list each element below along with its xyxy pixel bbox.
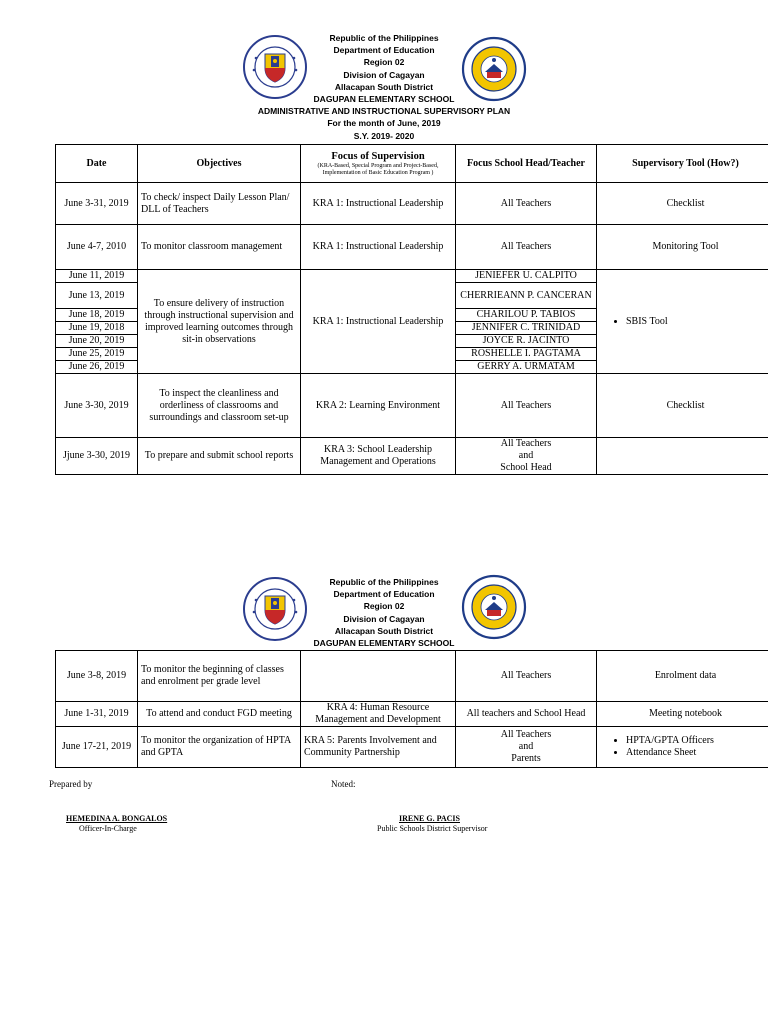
date-cell: June 26, 2019 (56, 361, 138, 374)
objective-cell: To monitor the organization of HPTA and GPTA (138, 727, 301, 768)
table-row (56, 727, 768, 768)
noted-label: Noted: (331, 779, 356, 789)
table-row (56, 183, 768, 225)
head-cell: JENIEFER U. CALPITO (456, 270, 597, 283)
prepared-by-label: Prepared by (49, 779, 93, 789)
noted-by-name: IRENE G. PACIS (399, 814, 460, 823)
date-cell: June 17-21, 2019 (56, 727, 138, 768)
head-cell: CHARILOU P. TABIOS (456, 309, 597, 322)
focus-cell: KRA 1: Instructional Leadership (301, 225, 456, 270)
header-line: Republic of the Philippines (329, 577, 439, 587)
objective-cell: To attend and conduct FGD meeting (138, 702, 301, 727)
tool-item: • SBIS Tool (626, 316, 768, 328)
prepared-by-role: Officer-In-Charge (79, 824, 137, 833)
supervisory-plan-table-2 (55, 650, 768, 768)
header-line: Division of Cagayan (343, 69, 425, 80)
header-tool: Supervisory Tool (How?) (597, 145, 768, 183)
date-cell: June 13, 2019 (56, 283, 138, 309)
prepared-by-name: HEMEDINA A. BONGALOS (66, 814, 168, 823)
header-line: DAGUPAN ELEMENTARY SCHOOL (313, 94, 455, 105)
date-cell: June 11, 2019 (56, 270, 138, 283)
head-cell: All Teachers (456, 651, 597, 702)
header-line: Region 02 (363, 57, 405, 68)
tool-list (600, 735, 768, 759)
head-cell: CHERRIEANN P. CANCERAN (456, 283, 597, 309)
document-header-2 (0, 576, 768, 649)
head-cell (456, 438, 597, 475)
tool-cell (597, 270, 768, 374)
head-cell: All Teachers (456, 374, 597, 438)
header-line: Department of Education (333, 45, 435, 56)
head-line: and (518, 741, 534, 752)
tool-cell: Checklist (597, 183, 768, 225)
date-cell: June 4-7, 2010 (56, 225, 138, 270)
date-cell: June 18, 2019 (56, 309, 138, 322)
tool-item: • Attendance Sheet (626, 747, 768, 759)
focus-cell: KRA 1: Instructional Leadership (301, 270, 456, 374)
tool-item: • HPTA/GPTA Officers (626, 735, 768, 747)
head-line: School Head (500, 462, 552, 473)
date-cell: June 3-30, 2019 (56, 374, 138, 438)
head-cell: GERRY A. URMATAM (456, 361, 597, 374)
header-line: DAGUPAN ELEMENTARY SCHOOL (313, 638, 455, 649)
tool-cell (597, 727, 768, 768)
plan-title: ADMINISTRATIVE AND INSTRUCTIONAL SUPERVISORY PLAN (257, 106, 511, 117)
head-cell (456, 727, 597, 768)
supervisory-plan-table (55, 144, 768, 475)
header-line: Division of Cagayan (343, 613, 425, 624)
head-cell: All teachers and School Head (456, 702, 597, 727)
tool-cell: Enrolment data (597, 651, 768, 702)
head-line: All Teachers (500, 438, 552, 449)
date-cell: June 3-31, 2019 (56, 183, 138, 225)
tool-cell: Checklist (597, 374, 768, 438)
table-row (56, 438, 768, 475)
focus-cell: KRA 3: School Leadership Management and Operations (301, 438, 456, 475)
objective-cell: To prepare and submit school reports (138, 438, 301, 475)
date-cell: Jjune 3-30, 2019 (56, 438, 138, 475)
header-focus-subtitle: (KRA-Based, Special Program and Project-Based, Implementation of Basic Education Program ) (317, 162, 439, 176)
header-school-head: Focus School Head/Teacher (456, 145, 597, 183)
objective-cell: To monitor classroom management (138, 225, 301, 270)
focus-cell: KRA 2: Learning Environment (301, 374, 456, 438)
objective-cell: To inspect the cleanliness and orderliness of classrooms and surroundings and classroom set-up (138, 374, 301, 438)
focus-cell: KRA 1: Instructional Leadership (301, 183, 456, 225)
header-line: Allacapan South District (334, 625, 434, 636)
date-cell: June 20, 2019 (56, 335, 138, 348)
objective-cell: To ensure delivery of instruction through instructional supervision and improved learning outcomes through sit-in observations (138, 270, 301, 374)
head-cell: JENNIFER C. TRINIDAD (456, 322, 597, 335)
header-line: Department of Education (333, 589, 435, 600)
tool-cell (597, 438, 768, 475)
table-row (56, 270, 768, 283)
tool-cell: Monitoring Tool (597, 225, 768, 270)
noted-by-role: Public Schools District Supervisor (377, 824, 488, 833)
school-year: S.Y. 2019- 2020 (353, 130, 415, 141)
head-line: and (518, 450, 534, 461)
header-focus (301, 145, 456, 183)
date-cell: June 1-31, 2019 (56, 702, 138, 727)
header-focus-title: Focus of Supervision (331, 150, 425, 162)
head-cell: All Teachers (456, 225, 597, 270)
header-line: Region 02 (363, 601, 405, 612)
head-line: All Teachers (500, 729, 552, 740)
table-row (56, 702, 768, 727)
date-cell: June 19, 2018 (56, 322, 138, 335)
objective-cell: To check/ inspect Daily Lesson Plan/ DLL of Teachers (138, 183, 301, 225)
table-header-row (56, 145, 768, 183)
table-row (56, 374, 768, 438)
objective-cell: To monitor the beginning of classes and enrolment per grade level (138, 651, 301, 702)
header-line: Republic of the Philippines (329, 33, 439, 43)
table-row (56, 225, 768, 270)
head-cell: ROSHELLE I. PAGTAMA (456, 348, 597, 361)
head-line: Parents (511, 753, 541, 764)
document-header (0, 32, 768, 142)
focus-cell: KRA 5: Parents Involvement and Community Partnership (301, 727, 456, 768)
focus-cell (301, 651, 456, 702)
header-objectives: Objectives (138, 145, 301, 183)
date-cell: June 3-8, 2019 (56, 651, 138, 702)
plan-month: For the month of June, 2019 (327, 118, 441, 129)
head-cell: JOYCE R. JACINTO (456, 335, 597, 348)
focus-cell: KRA 4: Human Resource Management and Development (301, 702, 456, 727)
tool-list (600, 316, 768, 328)
tool-cell: Meeting notebook (597, 702, 768, 727)
header-line: Allacapan South District (334, 81, 434, 92)
header-date: Date (56, 145, 138, 183)
date-cell: June 25, 2019 (56, 348, 138, 361)
table-row (56, 651, 768, 702)
head-cell: All Teachers (456, 183, 597, 225)
